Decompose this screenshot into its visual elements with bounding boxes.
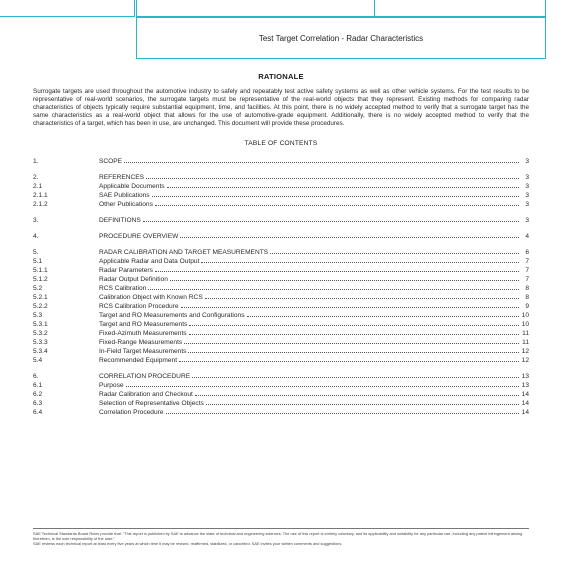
toc-entry-label: CORRELATION PROCEDURE — [99, 373, 191, 381]
toc-leader-dots — [189, 333, 519, 335]
footer-notice: SAE Technical Standards Board Rules provide that: "This report is published by SAE to advance the state of technical and engineering sciences. The use of this report is entirely voluntary, and its applicability and suitability for any particular use, including any patent infringement arising therefrom, is the sole responsibility of the user." — [33, 531, 523, 542]
toc-leader-dots — [170, 279, 519, 281]
page-footer — [33, 531, 533, 547]
toc-entry-label: Fixed-Range Measurements — [99, 339, 183, 347]
toc-entry[interactable] — [33, 275, 529, 284]
toc-entry[interactable] — [33, 293, 529, 302]
toc-entry-label: Applicable Documents — [99, 183, 165, 191]
toc-entry[interactable] — [33, 200, 529, 209]
toc-entry-label: Fixed-Azimuth Measurements — [99, 330, 187, 338]
toc-entry-page: 4 — [525, 233, 529, 241]
toc-entry-number: 1. — [33, 158, 39, 166]
toc-entry[interactable] — [33, 372, 529, 381]
toc-entry-page: 14 — [521, 391, 529, 399]
toc-entry-label: SAE Publications — [99, 192, 150, 200]
toc-entry[interactable] — [33, 356, 529, 365]
toc-entry-number: 5.3.1 — [33, 321, 48, 329]
toc-leader-dots — [152, 195, 519, 197]
toc-leader-dots — [166, 412, 519, 414]
toc-entry[interactable] — [33, 338, 529, 347]
toc-entry-page: 13 — [521, 382, 529, 390]
toc-entry-number: 5.4 — [33, 357, 43, 365]
footer-review-note: SAE reviews each technical report at least every five years at which time it may be revised, reaffirmed, stabilized, or cancelled. SAE invites your written comments and suggestions. — [33, 541, 343, 547]
toc-entry-page: 3 — [525, 174, 529, 182]
toc-entry-number: 5.3.3 — [33, 339, 48, 347]
toc-entry[interactable] — [33, 257, 529, 266]
toc-entry-number: 5.2.1 — [33, 294, 48, 302]
toc-entry-number: 6.4 — [33, 409, 43, 417]
toc-entry-number: 5.1.1 — [33, 267, 48, 275]
rationale-paragraph: Surrogate targets are used throughout the automotive industry to safely and repeatably test active safety systems as well as other vehicle systems. For the test results to be representative of real-world scenarios, the surrogate targets must be representative of the real-world objects that they represent. Existing methods for comparing radar characteristics of objects typically require substantial equipment, time, and facilities. At this point, there is no widely accepted method to verify that a surrogate target has the same characteristics as a real-world object that allows for the use of automotive-grade equipment. Additionally, there is no widely accepted method to verify that the characteristics of a target, which has been in use, are unchanged. This document will provide these procedures. — [33, 88, 529, 128]
toc-entry-page: 8 — [525, 285, 529, 293]
toc-entry-page: 11 — [522, 330, 529, 338]
toc-entry-label: PROCEDURE OVERVIEW — [99, 233, 179, 241]
toc-leader-dots — [181, 306, 519, 308]
toc-entry-number: 5.3 — [33, 312, 43, 320]
toc-entry-number: 6.3 — [33, 400, 43, 408]
toc-entry[interactable] — [33, 381, 529, 390]
toc-leader-dots — [195, 394, 519, 396]
toc-leader-dots — [143, 220, 519, 222]
toc-entry-label: RCS Calibration — [99, 285, 147, 293]
toc-entry-number: 2.1 — [33, 183, 43, 191]
toc-leader-dots — [148, 288, 519, 290]
toc-entry-page: 7 — [525, 267, 529, 275]
toc-entry-label: Selection of Representative Objects — [99, 400, 204, 408]
toc-entry-number: 2.1.1 — [33, 192, 48, 200]
toc-spacer — [33, 365, 529, 372]
toc-entry-number: 5.3.2 — [33, 330, 48, 338]
toc-leader-dots — [247, 315, 519, 317]
toc-entry-page: 3 — [525, 201, 529, 209]
toc-entry-page: 7 — [525, 276, 529, 284]
toc-entry-number: 2. — [33, 174, 39, 182]
toc-entry-label: REFERENCES — [99, 174, 145, 182]
toc-entry-page: 12 — [521, 357, 529, 365]
toc-entry-page: 3 — [525, 192, 529, 200]
toc-entry-page: 3 — [525, 217, 529, 225]
toc-leader-dots — [167, 186, 519, 188]
toc-entry-label: DEFINITIONS — [99, 217, 141, 225]
toc-entry-label: Target and RO Measurements — [99, 321, 188, 329]
toc-leader-dots — [184, 342, 519, 344]
toc-entry-number: 5.2.2 — [33, 303, 48, 311]
toc-leader-dots — [155, 270, 519, 272]
toc-entry-page: 7 — [525, 258, 529, 266]
toc-entry[interactable] — [33, 284, 529, 293]
toc-entry-page: 13 — [521, 373, 529, 381]
toc-entry-label: Radar Output Definition — [99, 276, 168, 284]
toc-entry[interactable] — [33, 216, 529, 225]
toc-leader-dots — [206, 403, 519, 405]
toc-entry-label: Correlation Procedure — [99, 409, 164, 417]
toc-leader-dots — [188, 351, 519, 353]
toc-entry-page: 10 — [521, 321, 529, 329]
toc-leader-dots — [189, 324, 519, 326]
header-title-box — [136, 17, 546, 59]
toc-leader-dots — [201, 261, 519, 263]
toc-entry-page: 12 — [521, 348, 529, 356]
toc-entry[interactable] — [33, 191, 529, 200]
toc-entry-number: 5.1.2 — [33, 276, 48, 284]
toc-entry-page: 3 — [525, 158, 529, 166]
toc-entry-number: 2.1.2 — [33, 201, 48, 209]
toc-entry[interactable] — [33, 182, 529, 191]
toc-entry[interactable] — [33, 329, 529, 338]
toc-entry-number: 4. — [33, 233, 39, 241]
toc-entry-label: In-Field Target Measurements — [99, 348, 187, 356]
toc-entry[interactable] — [33, 408, 529, 417]
toc-spacer — [33, 225, 529, 232]
toc-entry-page: 11 — [522, 339, 529, 347]
toc-entry-label: Purpose — [99, 382, 124, 390]
toc-entry-number: 6.2 — [33, 391, 43, 399]
toc-entry-page: 3 — [525, 183, 529, 191]
toc-leader-dots — [155, 204, 519, 206]
toc-entry-label: SCOPE — [99, 158, 123, 166]
toc-entry-label: Other Publications — [99, 201, 153, 209]
toc-leader-dots — [270, 252, 519, 254]
toc-entry[interactable] — [33, 248, 529, 257]
toc-entry-number: 6. — [33, 373, 39, 381]
toc-entry-number: 3. — [33, 217, 39, 225]
toc-entry-number: 5.1 — [33, 258, 43, 266]
toc-leader-dots — [179, 360, 519, 362]
toc-entry-page: 8 — [525, 294, 529, 302]
toc-spacer — [33, 166, 529, 173]
document-header — [0, 0, 570, 62]
toc-entry[interactable] — [33, 311, 529, 320]
toc-entry-page: 10 — [521, 312, 529, 320]
toc-entry-label: Radar Parameters — [99, 267, 153, 275]
toc-entry[interactable] — [33, 157, 529, 166]
toc-leader-dots — [180, 236, 519, 238]
toc-entry[interactable] — [33, 390, 529, 399]
toc-leader-dots — [146, 177, 519, 179]
toc-leader-dots — [126, 385, 519, 387]
toc-entry[interactable] — [33, 232, 529, 241]
toc-entry-number: 5. — [33, 249, 39, 257]
header-cell-middle — [136, 0, 375, 17]
toc-entry-page: 6 — [525, 249, 529, 257]
table-of-contents — [33, 157, 529, 417]
toc-entry[interactable] — [33, 399, 529, 408]
toc-leader-dots — [205, 297, 519, 299]
toc-entry-label: Applicable Radar and Data Output — [99, 258, 200, 266]
toc-entry-number: 5.3.4 — [33, 348, 48, 356]
toc-entry-label: RCS Calibration Procedure — [99, 303, 179, 311]
toc-entry-page: 9 — [525, 303, 529, 311]
toc-entry-label: RADAR CALIBRATION AND TARGET MEASUREMENTS — [99, 249, 269, 257]
toc-spacer — [33, 241, 529, 248]
toc-leader-dots — [192, 376, 519, 378]
toc-entry[interactable] — [33, 173, 529, 182]
toc-entry[interactable] — [33, 266, 529, 275]
toc-leader-dots — [124, 161, 519, 163]
toc-entry[interactable] — [33, 347, 529, 356]
toc-entry-number: 5.2 — [33, 285, 43, 293]
toc-entry-label: Target and RO Measurements and Configurations — [99, 312, 245, 320]
page-content — [33, 66, 529, 417]
footer-divider — [33, 528, 529, 529]
toc-entry[interactable] — [33, 302, 529, 311]
toc-entry-label: Recommended Equipment — [99, 357, 178, 365]
toc-entry-page: 14 — [521, 409, 529, 417]
document-subtitle: Test Target Correlation - Radar Characteristics — [258, 33, 424, 43]
rationale-heading: RATIONALE — [258, 72, 304, 81]
toc-entry-label: Radar Calibration and Checkout — [99, 391, 193, 399]
header-cell-right — [374, 0, 546, 17]
toc-spacer — [33, 209, 529, 216]
toc-entry-label: Calibration Object with Known RCS — [99, 294, 203, 302]
toc-entry-page: 14 — [521, 400, 529, 408]
toc-entry[interactable] — [33, 320, 529, 329]
toc-entry-number: 6.1 — [33, 382, 43, 390]
toc-heading: TABLE OF CONTENTS — [244, 140, 318, 148]
header-cell-left — [0, 0, 135, 17]
